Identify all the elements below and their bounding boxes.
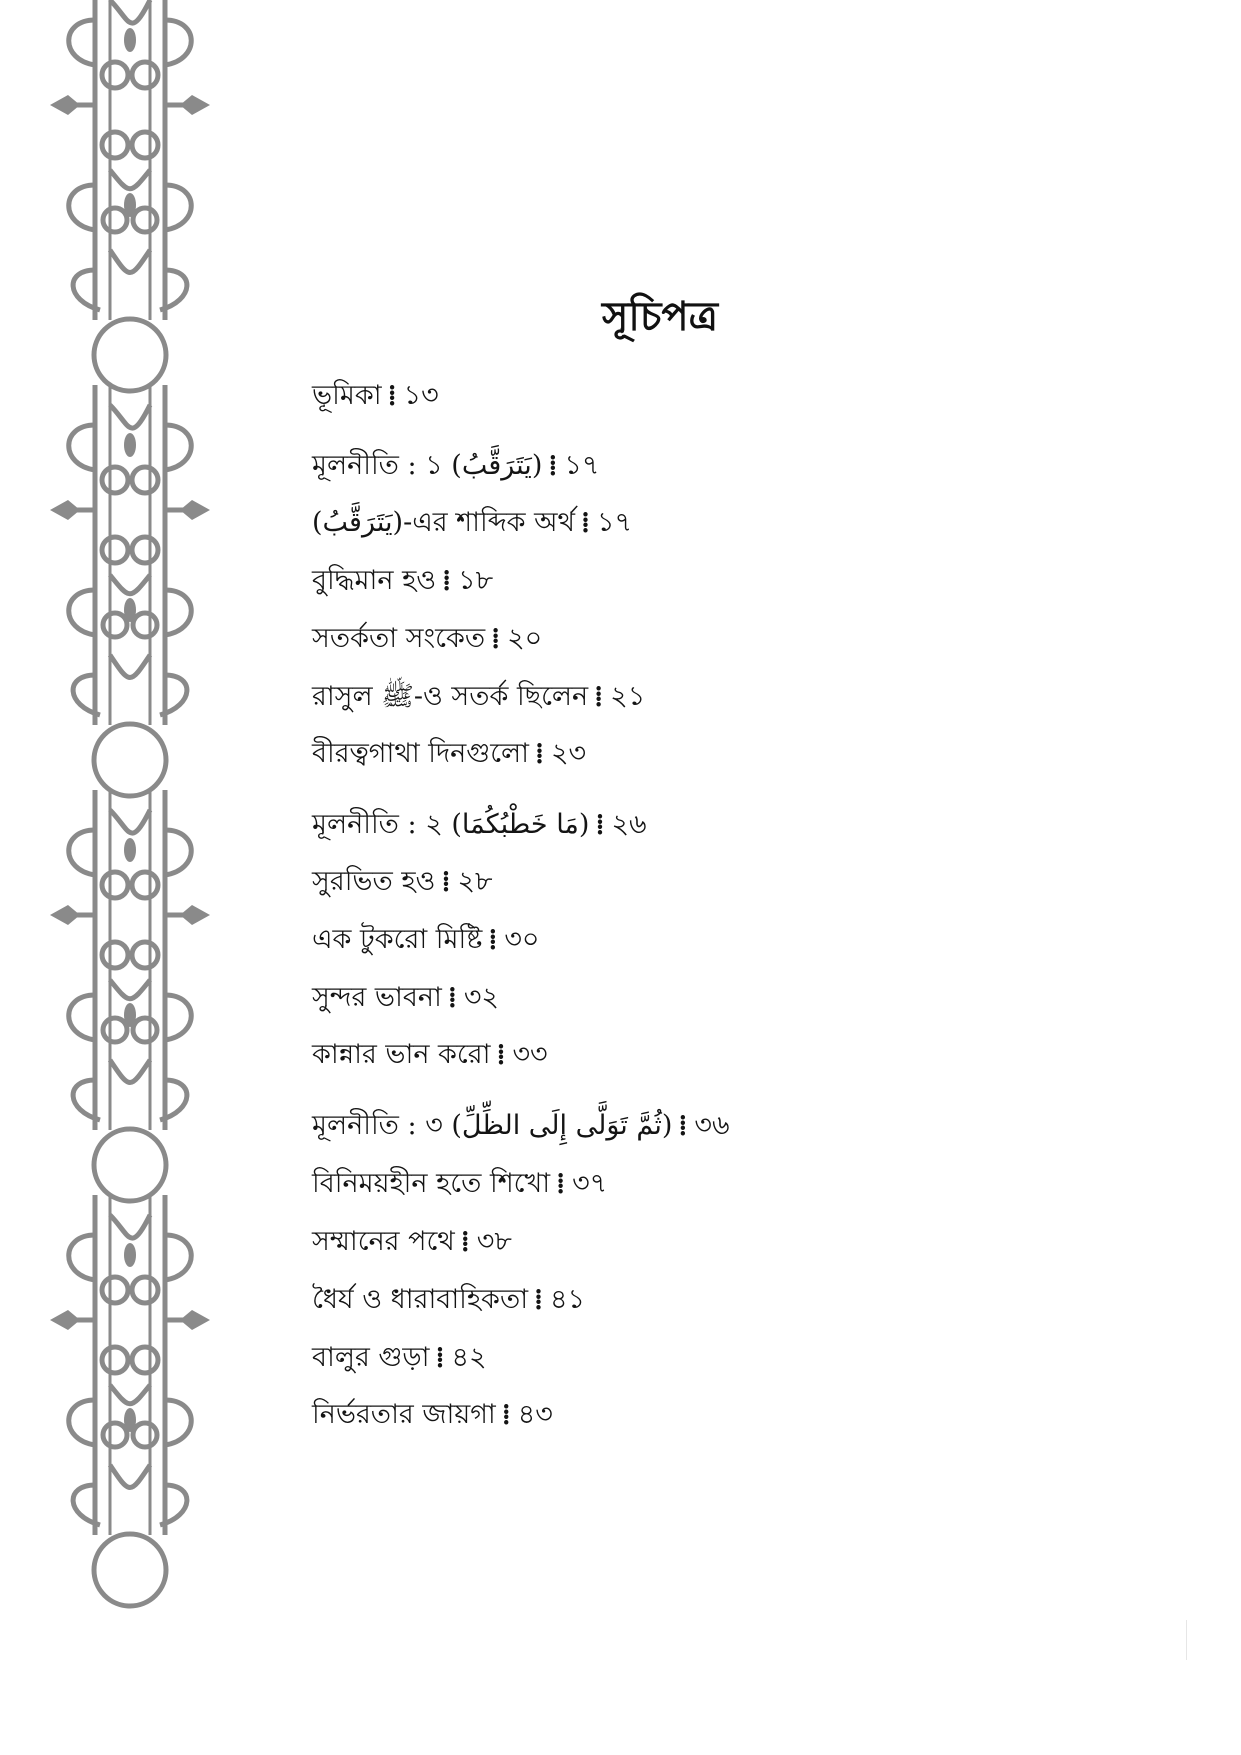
entry-page: ৩০ bbox=[504, 924, 540, 955]
toc-entry bbox=[312, 1107, 730, 1145]
entry-title: ধৈর্য ও ধারাবাহিকতা bbox=[312, 1284, 529, 1315]
entry-page: ৩৭ bbox=[572, 1168, 608, 1199]
separator-icon: ⁞ bbox=[488, 924, 497, 955]
separator-icon: ⁞ bbox=[447, 982, 456, 1013]
entry-title: বীরত্বগাথা দিনগুলো bbox=[312, 738, 529, 769]
separator-icon: ⁞ bbox=[501, 1399, 510, 1430]
toc-entry bbox=[312, 1223, 512, 1261]
entry-title: রাসুল ﷺ-ও সতর্ক ছিলেন bbox=[312, 681, 589, 712]
toc-entry bbox=[312, 377, 439, 415]
entry-page: ৩২ bbox=[463, 982, 499, 1013]
entry-page: ২০ bbox=[507, 623, 543, 654]
separator-icon: ⁞ bbox=[387, 380, 396, 411]
entry-page: ৩৮ bbox=[476, 1226, 512, 1257]
entry-page: ৩৬ bbox=[694, 1110, 730, 1141]
toc-entry bbox=[312, 1281, 585, 1319]
entry-title: বিনিময়হীন হতে শিখো bbox=[312, 1168, 551, 1199]
toc-entry bbox=[312, 863, 493, 901]
separator-icon: ⁞ bbox=[534, 1284, 543, 1315]
entry-page: ১৮ bbox=[458, 565, 494, 596]
page-title: সূচিপত্র bbox=[602, 293, 718, 340]
toc-entry bbox=[312, 1339, 487, 1377]
toc-entry bbox=[312, 1396, 553, 1434]
entry-page: ৩৩ bbox=[512, 1039, 548, 1070]
toc-entry bbox=[312, 1165, 607, 1203]
entry-title: কান্নার ভান করো bbox=[312, 1039, 491, 1070]
entry-title: বালুর গুড়া bbox=[312, 1342, 430, 1373]
entry-page: ২১ bbox=[610, 681, 646, 712]
toc-entry bbox=[312, 1036, 548, 1074]
separator-icon: ⁞ bbox=[435, 1342, 444, 1373]
toc-entry bbox=[312, 806, 647, 844]
entry-title: ভূমিকা bbox=[312, 380, 382, 411]
toc-entry bbox=[312, 504, 632, 542]
separator-icon: ⁞ bbox=[594, 681, 603, 712]
toc-entry bbox=[312, 678, 645, 716]
entry-title: সম্মানের পথে bbox=[312, 1226, 455, 1257]
separator-icon: ⁞ bbox=[535, 738, 543, 769]
separator-icon: ⁞ bbox=[491, 623, 500, 654]
toc-entry bbox=[312, 735, 586, 773]
separator-icon: ⁞ bbox=[496, 1039, 505, 1070]
separator-icon: ⁞ bbox=[442, 565, 451, 596]
separator-icon: ⁞ bbox=[441, 866, 450, 897]
entry-title: সুন্দর ভাবনা bbox=[312, 982, 442, 1013]
separator-icon: ⁞ bbox=[460, 1226, 469, 1257]
entry-page: ৪১ bbox=[550, 1284, 586, 1315]
entry-page: ২৩ bbox=[551, 738, 587, 769]
entry-page: ১৭ bbox=[597, 507, 633, 538]
entry-page: ৪২ bbox=[451, 1342, 487, 1373]
separator-icon: ⁞ bbox=[548, 450, 557, 481]
separator-icon: ⁞ bbox=[595, 809, 604, 840]
ornamental-border bbox=[40, 0, 220, 1755]
toc-entry bbox=[312, 562, 493, 600]
page-edge-mark bbox=[1186, 1620, 1187, 1660]
toc-entry bbox=[312, 447, 599, 485]
entry-page: ২৮ bbox=[457, 866, 493, 897]
entry-page: ৪৩ bbox=[517, 1399, 553, 1430]
toc-entry bbox=[312, 921, 539, 959]
toc-entry bbox=[312, 620, 542, 658]
entry-title: এক টুকরো মিষ্টি bbox=[312, 924, 483, 955]
toc-entry bbox=[312, 979, 499, 1017]
entry-title: (يَتَرَقَّبُ)-এর শাব্দিক অর্থ bbox=[312, 507, 575, 538]
entry-title: সুরভিত হও bbox=[312, 866, 436, 897]
entry-page: ২৬ bbox=[611, 809, 647, 840]
entry-title: সতর্কতা সংকেত bbox=[312, 623, 486, 654]
entry-page: ১৩ bbox=[403, 380, 439, 411]
entry-title: মূলনীতি : ৩ (ثُمَّ تَوَلَّى إِلَى الظِّلِّ) bbox=[312, 1110, 673, 1141]
entry-title: মূলনীতি : ২ (مَا خَطْبُكُمَا) bbox=[312, 809, 590, 840]
separator-icon: ⁞ bbox=[581, 507, 589, 538]
entry-page: ১৭ bbox=[564, 450, 600, 481]
separator-icon: ⁞ bbox=[556, 1168, 565, 1199]
entry-title: নির্ভরতার জায়গা bbox=[312, 1399, 496, 1430]
entry-title: বুদ্ধিমান হও bbox=[312, 565, 437, 596]
separator-icon: ⁞ bbox=[678, 1110, 687, 1141]
entry-title: মূলনীতি : ১ (يَتَرَقَّبُ) bbox=[312, 450, 543, 481]
